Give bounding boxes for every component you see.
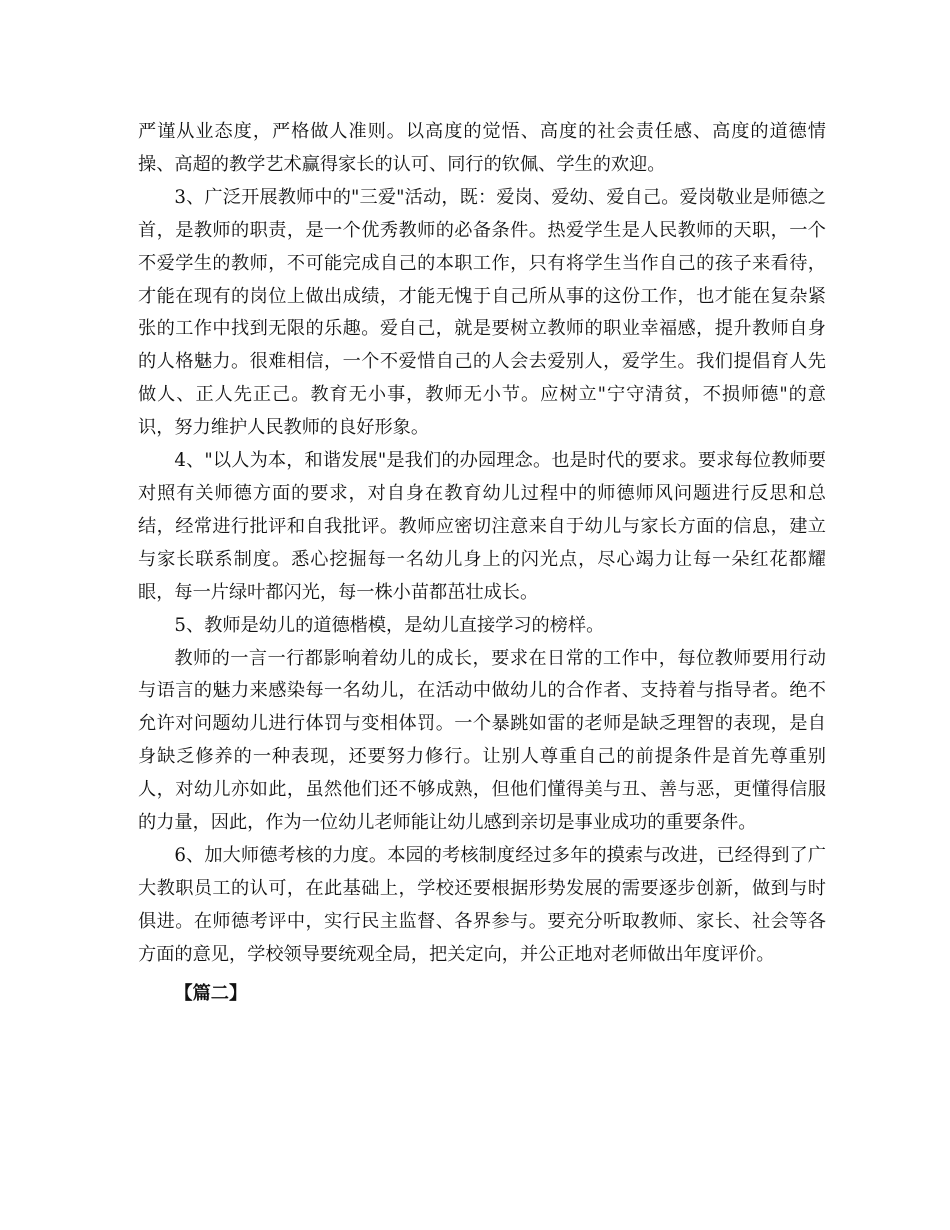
paragraph-5: 教师的一言一行都影响着幼儿的成长，要求在日常的工作中，每位教师要用行动与语言的魅力来感染每一名幼儿，在活动中做幼儿的合作者、支持着与指导者。绝不允许对问题幼儿进行体罚与变相体罚。一个暴跳如雷的老师是缺乏理智的表现，是自身缺乏修养的一种表现，还要努力修行。让别人尊重自己的前提条件是首先尊重别人，对幼儿亦如此，虽然他们还不够成熟，但他们懂得美与丑、善与恶，更懂得信服的力量，因此，作为一位幼儿老师能让幼儿感到亲切是事业成功的重要条件。 <box>138 647 826 834</box>
paragraph-6: 6、加大师德考核的力度。本园的考核制度经过多年的摸索与改进，已经得到了广大教职员工的认可，在此基础上，学校还要根据形势发展的需要逐步创新，做到与时俱进。在师德考评中，实行民主监督、各界参与。要充分听取教师、家长、社会等各方面的意见，学校领导要统观全局，把关定向，并公正地对老师做出年度评价。 <box>138 844 826 965</box>
paragraph-3: 4、"以人为本，和谐发展"是我们的办园理念。也是时代的要求。要求每位教师要对照有关师德方面的要求，对自身在教育幼儿过程中的师德师风问题进行反思和总结，经常进行批评和自我批评。教师应密切注意来自于幼儿与家长方面的信息，建立与家长联系制度。悉心挖掘每一名幼儿身上的闪光点，尽心竭力让每一朵红花都耀眼，每一片绿叶都闪光，每一株小苗都茁壮成长。 <box>138 450 826 603</box>
paragraph-1: 严谨从业态度，严格做人准则。以高度的觉悟、高度的社会责任感、高度的道德情操、高超的教学艺术赢得家长的认可、同行的钦佩、学生的欢迎。 <box>138 121 826 175</box>
section-title: 【篇二】 <box>174 982 248 1004</box>
paragraph-4: 5、教师是幼儿的道德楷模，是幼儿直接学习的榜样。 <box>174 614 605 636</box>
paragraph-2: 3、广泛开展教师中的"三爱"活动，既：爱岗、爱幼、爱自己。爱岗敬业是师德之首，是教师的职责，是一个优秀教师的必备条件。热爱学生是人民教师的天职，一个不爱学生的教师，不可能完成自己的本职工作，只有将学生当作自己的孩子来看待，才能在现有的岗位上做出成绩，才能无愧于自己所从事的这份工作，也才能在复杂紧张的工作中找到无限的乐趣。爱自己，就是要树立教师的职业幸福感，提升教师自身的人格魅力。很难相信，一个不爱惜自己的人会去爱别人，爱学生。我们提倡育人先做人、正人先正己。教育无小事，教师无小节。应树立"宁守清贫，不损师德"的意识，努力维护人民教师的良好形象。 <box>138 186 826 439</box>
document-body <box>138 116 826 1010</box>
